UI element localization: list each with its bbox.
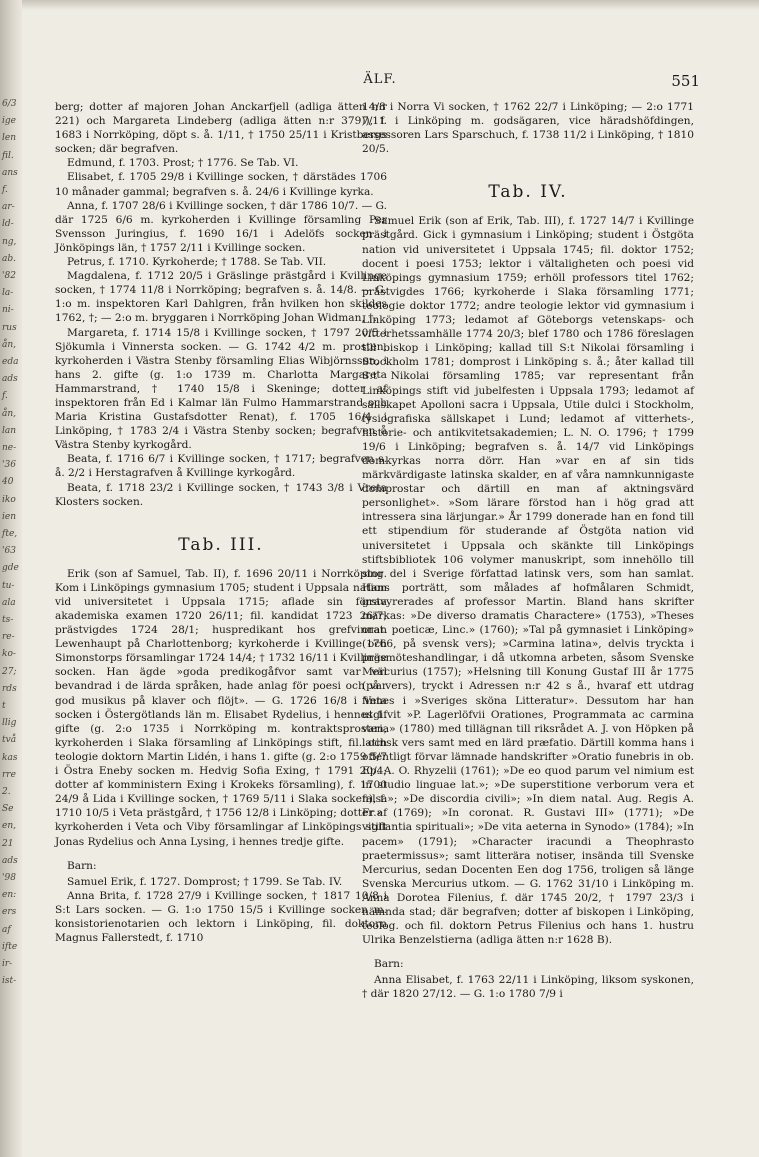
gutter-fragment: en, — [2, 821, 16, 832]
gutter-fragment: ko- — [2, 649, 16, 660]
scan-top-edge — [0, 0, 759, 10]
gutter-fragment: '36 — [2, 460, 16, 471]
gutter-fragment: lan — [2, 425, 17, 436]
section-heading: Tab. IV. — [488, 182, 568, 203]
gutter-fragment: ifte — [2, 941, 18, 952]
gutter-fragment: 27; — [2, 666, 17, 677]
gutter-fragment: ts- — [2, 615, 14, 625]
gutter-fragment: len — [2, 133, 17, 144]
gutter-fragment: ist- — [2, 976, 17, 987]
gutter-fragment: ads — [2, 374, 18, 385]
children-label: Barn: — [374, 958, 404, 971]
gutter-fragment: la- — [2, 288, 14, 299]
running-header — [60, 72, 700, 92]
gutter-fragment: ab. — [2, 253, 16, 264]
gutter-fragment: '98 — [2, 873, 16, 883]
gutter-fragment: fil. — [2, 150, 14, 161]
section-heading: Tab. III. — [178, 534, 264, 555]
paragraph: Samuel Erik (son af Erik, Tab. III), f. 1727 14/7 i Kvillinge prästgård. Gick i gymnasium i Linköping; student i Östgöta nation vid universitetet i Uppsala 1745; fil. doktor 1752; docent i poesi 1753; lektor i vältaligheten och poesi vid Linköpings gymnasium 1759; erhöll professors titel 1762; prästvigdes 1766; kyrkoherde i Slaka församling 1771; teologie doktor 1772; andre teologie lektor vid gymnasium i Linköping 1773; ledamot af Göteborgs vetenskaps- och vitterhetssamhälle 1774 20/3; blef 1780 och 1786 föreslagen till biskop i Linköping; kallad till S:t Nikolai församling i Stockholm 1781; domprost i Linköping s. å.; åter kallad till S:t Nikolai församling 1785; var representant från Linköpings stift vid jubelfesten i Uppsala 1793; ledamot af sällskapet Apolloni sacra i Uppsala, Utile dulci i Stockholm, fysiografiska sällskapet i Lund; ledamot af vitterhets-, historie- och antikvitetsakademien; L. N. O. 1796; † 1799 19/6 i Linköping; begrafven s. å. 14/7 vid Linköpings domkyrkas norra dörr. Han »var en af sin tids märkvärdigaste latinska skalder, en af våra namnkunnigaste domprostar och därtill en man af aktningsvärd personlighet». »Som lärare förstod han i hög grad att intressera sina lärjungar.» År 1799 donerade han en fond till ett stipendium för studerande af Östgöta nation vid universitetet i Uppsala och skänkte till Linköpings stiftsbibliotek 106 volymer manuskript, som innehöllo till stor del i Sverige författad latinsk vers, som han samlat. Hans porträtt, som målades af hofmålaren Schmidt, gravyrerades af professor Martin. Bland hans skrifter märkas: »De diverso dramatis Charactere» (1753), »Theses orat. poeticæ, Linc.» (1760); »Tal på gymnasiet i Linköping» (1766, på svensk vers); »Carmina latina», delvis tryckta i präsmöteshandlingar, i då utkomna arbeten, såsom Svenske Mercurius (1757); »Helsning till Konung Gustaf III år 1775 (på vers), tryckt i Adressen n:r 42 s å., hvaraf ett utdrag finnes i »Sveriges sköna Litteratur». Dessutom har han utgifvit »P. Lagerlöfvii Orationes, Programmata ac carmina varia» (1780) med tillägnan till riksrådet A. J. von Höpken på latinsk vers samt med en lärd præfatio. Därtill komma hans i offentligt förvar lämnade handskrifter »Oratio funebris in ob. Ep. A. O. Rhyzelii (1761); »De eo quod parum vel nimium est in studio linguae lat.»; »De superstitione verborum vera et falsa»; »De discordia civili»; »In diem natal. Aug. Regis A. Fr.» (1769); »In coronat. R. Gustavi III» (1771); »De vigilantia spirituali»; »De vita aeterna in Synodo» (1784); »In pacem» (1791); »Character iracundi a Theophrasto praetermissus»; samt litterära notiser, insända till Svenske Mercurius, sedan Docenten Een dog 1756, troligen så länge Svenska Mercurius utkom. — G. 1762 31/10 i Linköping m. Anna Dorotea Filenius, f. där 1745 20/2, † 1797 23/3 i nämnda stad; där begrafven; dotter af biskopen i Linköping, teolog. och fil. doktorn Petrus Filenius och hans 1. hustru Ulrika Benzelstierna (adliga ätten n:r 1628 B). — [362, 215, 694, 947]
gutter-fragment: ans — [2, 167, 18, 178]
gutter-fragment: llig — [2, 718, 17, 729]
gutter-fragment: ers — [2, 907, 17, 918]
gutter-fragment: ar- — [2, 202, 15, 213]
page-number: 551 — [671, 72, 700, 90]
paragraph: Margareta, f. 1714 15/8 i Kvillinge socken, † 1797 20/5 i Sjökumla i Vinnersta socken. — G. 1742 4/2 m. prosten, kyrkoherden i Västra Stenby församling Elias Wibjörnsson, i hans 2. gifte (g. 1:o 1739 m. Charlotta Margareta Hammarstrand, † 1740 15/8 i Skeninge; dotter af inspektoren från Ed i Kalmar län Fulmo Hammarstrand och Maria Kristina Gustafsdotter Renat), f. 1705 16/4 i Linköping, † 1783 2/4 i Västra Stenby socken; begrafven å Västra Stenby kyrkogård. — [55, 326, 387, 452]
binding-gutter — [0, 0, 22, 1157]
left-column — [55, 100, 387, 945]
running-title: ÄLF. — [363, 72, 397, 87]
gutter-fragment: ien — [2, 511, 17, 522]
paragraph: Erik (son af Samuel, Tab. II), f. 1696 20/11 i Norrköping. Kom i Linköpings gymnasium 1705; student i Uppsala nation vid universitetet i Uppsala 1715; aflade sin första akademiska examen 1720 26/11; fil. kandidat 1723 26/7; prästvigdes 1724 28/1; huspredikant hos grefvinnan Lewenhaupt på Charlottenborg; kyrkoherde i Kvillinge och Simonstorps församlingar 1724 14/4; † 1732 16/11 i Kvillinge socken. Han ägde »goda predikogåfvor samt var väl bevandrad i de lärda språken, hade anlag för poesi och var god musikus på klaver och flöjt». — G. 1726 16/8 i Veta socken i Östergötlands län m. Elisabet Rydelius, i hennes 1. gifte (g. 2:o 1735 i Norrköping m. kontraktsprosten, kyrkoherden i Slaka församling af Linköpings stift, fil. och teologie doktorn Martin Lidén, i hans 1. gifte (g. 2:o 1759 5/7 i Östra Eneby socken m. Hedvig Sofia Exing, † 1791 20/4; dotter af komministern Exing i Krokeks församling), f. 1700 24/9 å Lida i Kvillinge socken, † 1769 5/11 i Slaka socken), f. 1710 10/5 i Veta prästgård, † 1756 12/8 i Linköping; dotter af kyrkoherden i Veta och Viby församlingar af Linköpings stift Jonas Rydelius och Anna Lysing, i hennes tredje gifte. — [55, 567, 387, 848]
gutter-fragment: 6/3 — [2, 99, 17, 109]
gutter-fragment: 21 — [2, 838, 14, 849]
paragraph: Petrus, f. 1710. Kyrkoherde; † 1788. Se Tab. VII. — [67, 256, 327, 269]
gutter-fragment: ala — [2, 597, 16, 608]
gutter-fragment: eda — [2, 357, 19, 367]
gutter-fragment: ån, — [2, 339, 17, 350]
gutter-fragment: gde — [2, 563, 19, 574]
gutter-fragment: fte, — [2, 529, 18, 539]
gutter-fragment: en: — [2, 890, 17, 901]
gutter-fragment: ir- — [2, 959, 13, 969]
children-label: Barn: — [67, 859, 97, 872]
gutter-fragment: ne- — [2, 443, 17, 453]
gutter-fragment: '63 — [2, 546, 16, 557]
gutter-fragment: t — [2, 701, 6, 711]
gutter-fragment: två — [2, 735, 17, 746]
gutter-fragment: af — [2, 924, 11, 935]
paragraph: Magdalena, f. 1712 20/5 i Gräslinge prästgård i Kvillinge socken, † 1774 11/8 i Norrköping; begrafven s. å. 14/8. — G. 1:o m. inspektoren Karl Dahlgren, från hvilken hon skildes 1762, †; — 2:o m. bryggaren i Norrköping Johan Widman, †. — [55, 270, 387, 325]
gutter-fragment: ads — [2, 855, 18, 866]
gutter-fragment: '82 — [2, 271, 16, 281]
paragraph: Edmund, f. 1703. Prost; † 1776. Se Tab. VI. — [67, 157, 299, 170]
gutter-fragment: ån, — [2, 408, 17, 419]
gutter-fragment: f. — [2, 391, 8, 402]
gutter-fragment: rre — [2, 769, 16, 780]
paragraph: berg; dotter af majoren Johan Anckarfjell (adliga ätten n:r 221) och Margareta Lindeberg (adliga ätten n:r 379)), f. 1683 i Norrköping, döpt s. å. 1/11, † 1750 25/11 i Kristbergs socken; där begrafven. — [55, 101, 387, 156]
paragraph: Elisabet, f. 1705 29/8 i Kvillinge socken, † därstädes 1706 10 månader gammal; begrafven s. å. 24/6 i Kvillinge kyrka. — [55, 171, 387, 198]
paragraph: Beata, f. 1718 23/2 i Kvillinge socken, † 1743 3/8 i Vreta Klosters socken. — [55, 481, 387, 508]
gutter-fragment: kas — [2, 752, 18, 763]
gutter-fragment: ld- — [2, 219, 14, 230]
paragraph: Samuel Erik, f. 1727. Domprost; † 1799. Se Tab. IV. — [67, 875, 343, 888]
paragraph: Anna Brita, f. 1728 27/9 i Kvillinge socken, † 1817 10/8 i S:t Lars socken. — G. 1:o 1750 15/5 i Kvillinge socken m. konsistorienotarien och lektorn i Linköping, fil. doktorn Magnus Fallerstedt, f. 1710 — [55, 889, 387, 945]
gutter-fragment: 40 — [2, 477, 14, 488]
gutter-fragment: ige — [2, 116, 16, 127]
gutter-fragment: 2. — [2, 787, 11, 797]
paragraph: 14/8 i Norra Vi socken, † 1762 22/7 i Linköping; — 2:o 1771 7/11 i Linköping m. godsägaren, vice häradshöfdingen, assessoren Lars Sparschuch, f. 1738 11/2 i Linköping, † 1810 20/5. — [362, 101, 694, 156]
gutter-fragment: tu- — [2, 580, 15, 591]
right-column — [362, 100, 694, 1002]
gutter-fragment: ng, — [2, 236, 17, 247]
gutter-fragment: iko — [2, 494, 16, 505]
gutter-fragment: re- — [2, 632, 15, 643]
gutter-fragment: rds — [2, 683, 17, 694]
gutter-fragment: f. — [2, 185, 8, 195]
gutter-fragment: ni- — [2, 305, 14, 316]
paragraph: Anna Elisabet, f. 1763 22/11 i Linköping, liksom syskonen, † där 1820 27/12. — G. 1:o 1780 7/9 i — [362, 974, 694, 1001]
paragraph: Beata, f. 1716 6/7 i Kvillinge socken, † 1717; begrafven s. å. 2/2 i Herstagrafven å Kvillinge kyrkogård. — [55, 453, 387, 480]
gutter-fragment: rus — [2, 322, 17, 333]
paragraph: Anna, f. 1707 28/6 i Kvillinge socken, † där 1786 10/7. — G. där 1725 6/6 m. kyrkoherden i Kvillinge församling Per Svensson Juringius, f. 1690 16/1 i Adelöfs socken i Jönköpings län, † 1757 2/11 i Kvillinge socken. — [55, 199, 388, 254]
gutter-fragment: Se — [2, 804, 14, 815]
